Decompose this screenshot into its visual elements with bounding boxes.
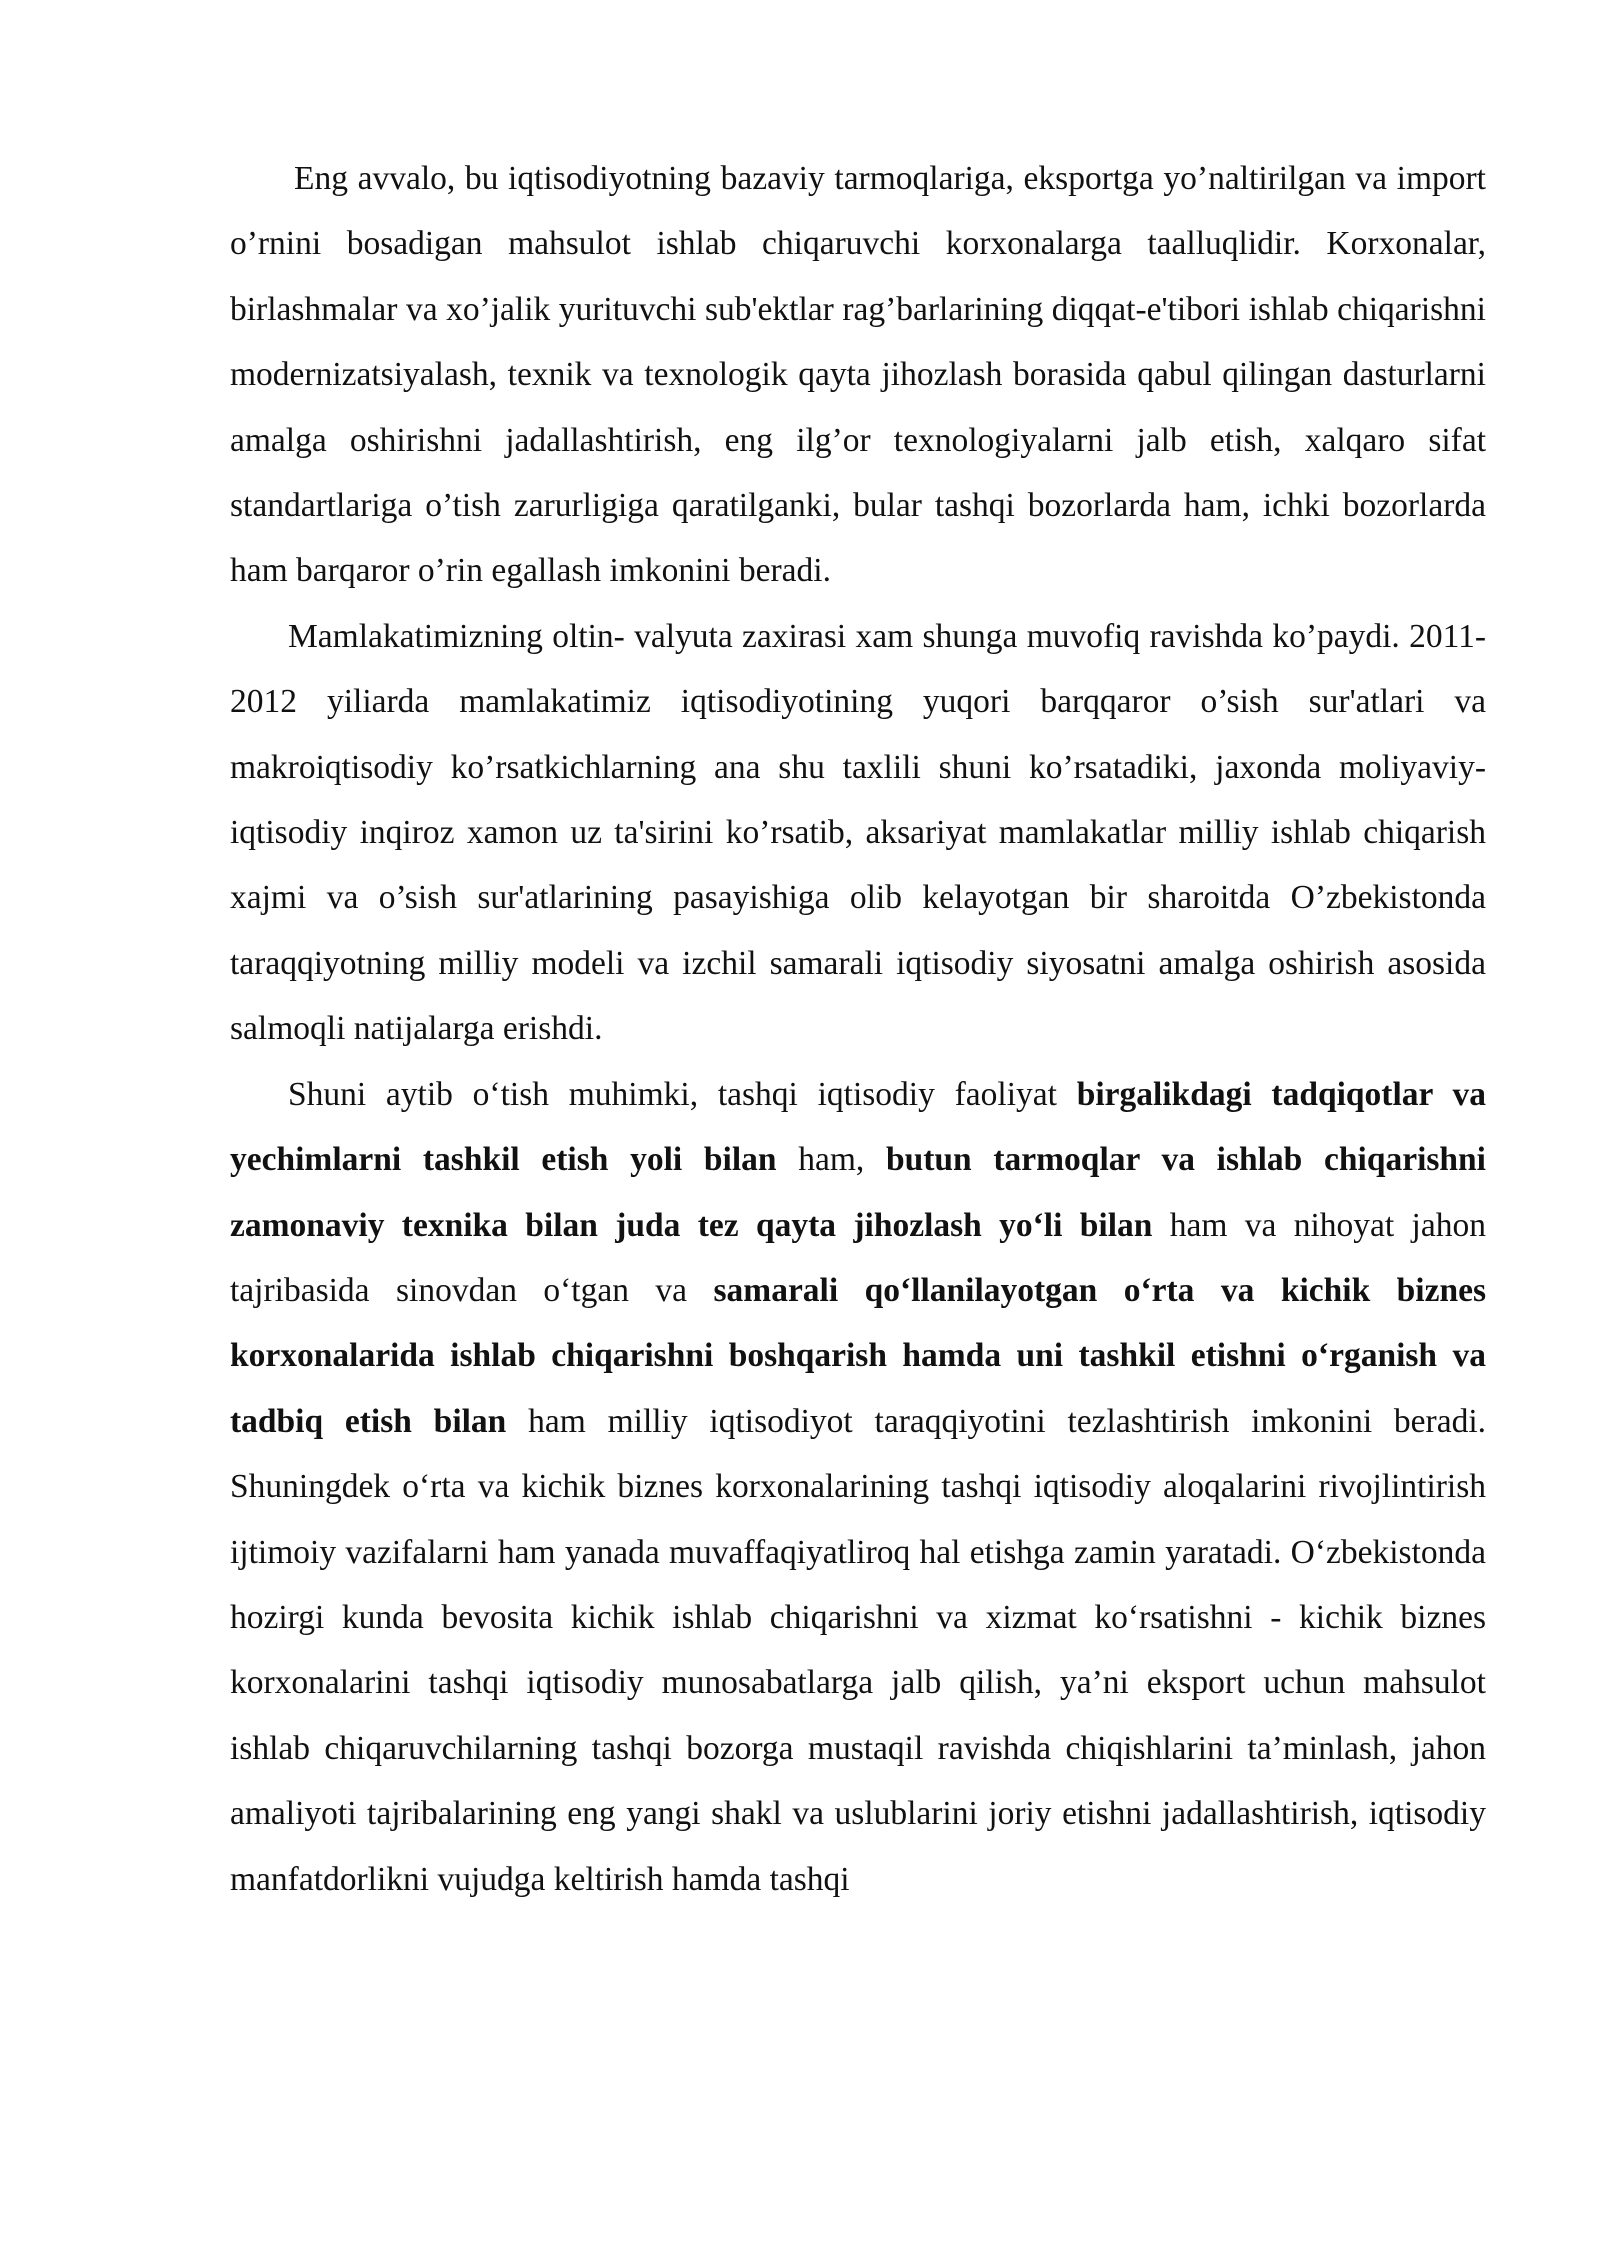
paragraph-1-text: Eng avvalo, bu iqtisodiyotning bazaviy tarmoqlariga, eksportga yo’naltirilgan va import o’rnini bosadigan mahsulot ishlab chiqaruvchi korxonalarga taalluqlidir. Korxonalar, birlashmalar va xo’jalik yurituvchi sub'ektlar rag’barlarining diqqat-e'tibori ishlab chiqarishni modernizatsiyalash, texnik va texnologik qayta jihozlash borasida qabul qilingan dasturlarni amalga oshirishni jadallashtirish, eng ilg’or texnologiyalarni jalb etish, xalqaro sifat standartlariga o’tish zarurligiga qaratilganki, bular tashqi bozorlarda ham, ichki bozorlarda ham barqaror o’rin egallash imkonini beradi.	[230, 160, 1486, 590]
paragraph-3-run-2: ham,	[776, 1141, 886, 1179]
paragraph-2-text: Mamlakatimizning oltin- valyuta zaxirasi xam shunga muvofiq ravishda ko’paydi. 2011-2012 yiliarda mamlakatimiz iqtisodiyotining yuqori barqqaror o’sish sur'atlari va makroiqtisodiy ko’rsatkichlarning ana shu taxlili shuni ko’rsatadiki, jaxonda moliyaviy- iqtisodiy inqiroz xamon uz ta'sirini ko’rsatib, aksariyat mamlakatlar milliy ishlab chiqarish xajmi va o’sish sur'atlarining pasayishiga olib kelayotgan bir sharoitda O’zbekistonda taraqqiyotning milliy modeli va izchil samarali iqtisodiy siyosatni amalga oshirish asosida salmoqli natijalarga erishdi.	[230, 617, 1486, 1048]
paragraph-3-bold-2: butun tarmoqlar va ishlab chiqarishni zamonaviy texnika bilan juda tez qayta jihozlash yo‘li bilan	[230, 1141, 1486, 1244]
paragraph-2	[230, 604, 1486, 1062]
paragraph-3-bold-1: birgalikdagi tadqiqotlar va yechimlarni tashkil etish yoli bilan	[230, 1075, 1487, 1179]
paragraph-3	[230, 1062, 1486, 1912]
paragraph-3-run-3: ham va nihoyat jahon tajribasida sinovdan o‘tgan va	[230, 1206, 1486, 1309]
paragraph-3-bold-3: samarali qo‘llanilayotgan o‘rta va kichik biznes korxonalarida ishlab chiqarishni boshqarish hamda uni tashkil etishni o‘rganish va tadbiq etish bilan	[230, 1271, 1487, 1440]
paragraph-1	[230, 146, 1486, 604]
paragraph-3-run-1: Shuni aytib o‘tish muhimki, tashqi iqtisodiy faoliyat	[288, 1075, 1077, 1113]
document-page	[230, 146, 1486, 1912]
paragraph-3-run-4: ham milliy iqtisodiyot taraqqiyotini tezlashtirish imkonini beradi. Shuningdek o‘rta va kichik biznes korxonalarining tashqi iqtisodiy aloqalarini rivojlintirish ijtimoiy vazifalarni ham yanada muvaffaqiyatliroq hal etishga zamin yaratadi. O‘zbekistonda hozirgi kunda bevosita kichik ishlab chiqarishni va xizmat ko‘rsatishni - kichik biznes korxonalarini tashqi iqtisodiy munosabatlarga jalb qilish, ya’ni eksport uchun mahsulot ishlab chiqaruvchilarning tashqi bozorga mustaqil ravishda chiqishlarini ta’minlash, jahon amaliyoti tajribalarining eng yangi shakl va uslublarini joriy etishni jadallashtirish, iqtisodiy manfatdorlikni vujudga keltirish hamda tashqi	[230, 1402, 1487, 1898]
